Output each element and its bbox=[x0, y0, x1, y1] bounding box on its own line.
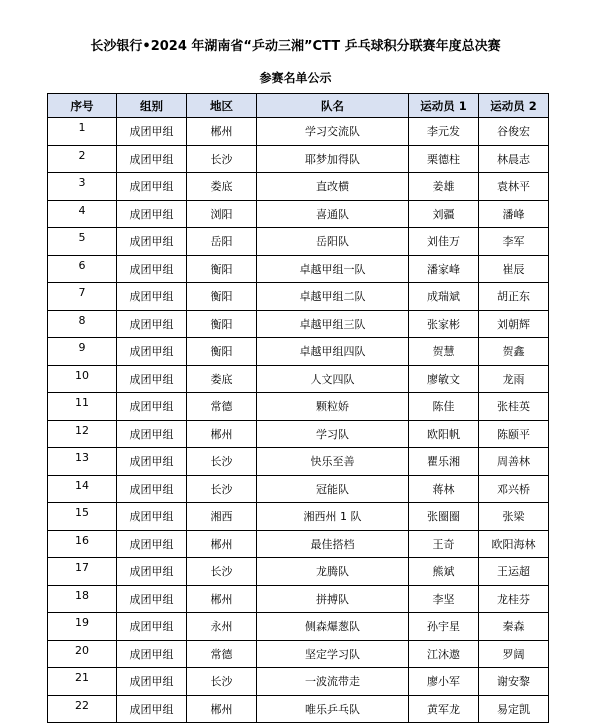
cell-group: 成团甲组 bbox=[117, 118, 187, 146]
cell-player-2: 潘峰 bbox=[479, 200, 549, 228]
cell-region: 长沙 bbox=[187, 145, 257, 173]
cell-group: 成团甲组 bbox=[117, 503, 187, 531]
cell-region: 衡阳 bbox=[187, 283, 257, 311]
cell-player-1: 熊斌 bbox=[409, 558, 479, 586]
table-row bbox=[48, 530, 549, 558]
table-row bbox=[48, 503, 549, 531]
cell-team: 唯乐乒乓队 bbox=[257, 695, 409, 723]
cell-number: 8 bbox=[48, 310, 117, 338]
cell-group: 成团甲组 bbox=[117, 668, 187, 696]
cell-group: 成团甲组 bbox=[117, 200, 187, 228]
table-body bbox=[48, 118, 549, 723]
cell-region: 常德 bbox=[187, 393, 257, 421]
cell-number: 22 bbox=[48, 695, 117, 723]
cell-player-2: 谢安黎 bbox=[479, 668, 549, 696]
cell-player-1: 栗德柱 bbox=[409, 145, 479, 173]
document-title: 长沙银行•2024 年湖南省“乒动三湘”CTT 乒乓球积分联赛年度总决赛 bbox=[90, 39, 501, 54]
table-row bbox=[48, 613, 549, 641]
table-row bbox=[48, 448, 549, 476]
cell-region: 长沙 bbox=[187, 475, 257, 503]
cell-player-1: 瞿乐湘 bbox=[409, 448, 479, 476]
cell-region: 长沙 bbox=[187, 558, 257, 586]
cell-player-1: 王奇 bbox=[409, 530, 479, 558]
table-row bbox=[48, 338, 549, 366]
cell-team: 颗粒娇 bbox=[257, 393, 409, 421]
cell-group: 成团甲组 bbox=[117, 173, 187, 201]
table-row bbox=[48, 310, 549, 338]
cell-team: 卓越甲组四队 bbox=[257, 338, 409, 366]
cell-player-2: 周善林 bbox=[479, 448, 549, 476]
cell-team: 耶梦加得队 bbox=[257, 145, 409, 173]
cell-group: 成团甲组 bbox=[117, 530, 187, 558]
cell-group: 成团甲组 bbox=[117, 558, 187, 586]
cell-number: 10 bbox=[48, 365, 117, 393]
cell-player-2: 邓兴桥 bbox=[479, 475, 549, 503]
cell-player-1: 张圈圈 bbox=[409, 503, 479, 531]
cell-player-1: 蒋林 bbox=[409, 475, 479, 503]
cell-player-2: 刘朝辉 bbox=[479, 310, 549, 338]
cell-player-2: 张桂英 bbox=[479, 393, 549, 421]
table-row bbox=[48, 200, 549, 228]
cell-region: 娄底 bbox=[187, 365, 257, 393]
cell-player-1: 李坚 bbox=[409, 585, 479, 613]
roster-table bbox=[47, 93, 549, 723]
cell-number: 7 bbox=[48, 283, 117, 311]
cell-number: 18 bbox=[48, 585, 117, 613]
cell-team: 岳阳队 bbox=[257, 228, 409, 256]
header-number: 序号 bbox=[48, 94, 117, 118]
table-row bbox=[48, 393, 549, 421]
header-player-2: 运动员 2 bbox=[479, 94, 549, 118]
cell-region: 长沙 bbox=[187, 448, 257, 476]
cell-number: 16 bbox=[48, 530, 117, 558]
cell-region: 郴州 bbox=[187, 420, 257, 448]
cell-player-2: 陈颐平 bbox=[479, 420, 549, 448]
cell-region: 郴州 bbox=[187, 695, 257, 723]
cell-number: 6 bbox=[48, 255, 117, 283]
cell-player-1: 贺慧 bbox=[409, 338, 479, 366]
cell-region: 衡阳 bbox=[187, 338, 257, 366]
cell-number: 21 bbox=[48, 668, 117, 696]
cell-team: 拼搏队 bbox=[257, 585, 409, 613]
cell-player-2: 胡正东 bbox=[479, 283, 549, 311]
cell-player-1: 廖敏文 bbox=[409, 365, 479, 393]
cell-team: 学习交流队 bbox=[257, 118, 409, 146]
cell-team: 一波流带走 bbox=[257, 668, 409, 696]
cell-region: 郴州 bbox=[187, 530, 257, 558]
cell-group: 成团甲组 bbox=[117, 228, 187, 256]
table-row bbox=[48, 173, 549, 201]
cell-team: 卓越甲组一队 bbox=[257, 255, 409, 283]
document-subtitle: 参赛名单公示 bbox=[259, 71, 332, 85]
cell-group: 成团甲组 bbox=[117, 393, 187, 421]
cell-number: 5 bbox=[48, 228, 117, 256]
cell-region: 郴州 bbox=[187, 585, 257, 613]
cell-group: 成团甲组 bbox=[117, 695, 187, 723]
cell-group: 成团甲组 bbox=[117, 448, 187, 476]
cell-player-2: 欧阳海林 bbox=[479, 530, 549, 558]
table-row bbox=[48, 365, 549, 393]
table-row bbox=[48, 228, 549, 256]
cell-team: 学习队 bbox=[257, 420, 409, 448]
cell-player-2: 崔辰 bbox=[479, 255, 549, 283]
cell-player-1: 黄军龙 bbox=[409, 695, 479, 723]
cell-player-2: 林晨志 bbox=[479, 145, 549, 173]
cell-group: 成团甲组 bbox=[117, 420, 187, 448]
cell-group: 成团甲组 bbox=[117, 338, 187, 366]
cell-group: 成团甲组 bbox=[117, 640, 187, 668]
cell-player-2: 易定凯 bbox=[479, 695, 549, 723]
cell-group: 成团甲组 bbox=[117, 255, 187, 283]
cell-group: 成团甲组 bbox=[117, 365, 187, 393]
cell-region: 郴州 bbox=[187, 118, 257, 146]
cell-region: 浏阳 bbox=[187, 200, 257, 228]
table-row bbox=[48, 255, 549, 283]
cell-player-1: 孙宇星 bbox=[409, 613, 479, 641]
cell-player-2: 袁林平 bbox=[479, 173, 549, 201]
header-group: 组别 bbox=[117, 94, 187, 118]
table-row bbox=[48, 585, 549, 613]
cell-player-1: 潘家峰 bbox=[409, 255, 479, 283]
cell-group: 成团甲组 bbox=[117, 145, 187, 173]
cell-team: 卓越甲组三队 bbox=[257, 310, 409, 338]
table-row bbox=[48, 558, 549, 586]
header-player-1: 运动员 1 bbox=[409, 94, 479, 118]
cell-player-2: 龙雨 bbox=[479, 365, 549, 393]
cell-player-1: 廖小军 bbox=[409, 668, 479, 696]
cell-player-2: 贺鑫 bbox=[479, 338, 549, 366]
cell-player-1: 欧阳帆 bbox=[409, 420, 479, 448]
cell-number: 15 bbox=[48, 503, 117, 531]
cell-team: 最佳搭档 bbox=[257, 530, 409, 558]
cell-group: 成团甲组 bbox=[117, 310, 187, 338]
cell-player-1: 成瑞斌 bbox=[409, 283, 479, 311]
cell-number: 11 bbox=[48, 393, 117, 421]
table-row bbox=[48, 118, 549, 146]
table-row bbox=[48, 145, 549, 173]
cell-group: 成团甲组 bbox=[117, 613, 187, 641]
cell-player-2: 龙桂芬 bbox=[479, 585, 549, 613]
cell-number: 3 bbox=[48, 173, 117, 201]
cell-group: 成团甲组 bbox=[117, 475, 187, 503]
cell-number: 14 bbox=[48, 475, 117, 503]
cell-region: 衡阳 bbox=[187, 310, 257, 338]
cell-player-2: 秦森 bbox=[479, 613, 549, 641]
cell-team: 侧森爆葱队 bbox=[257, 613, 409, 641]
cell-number: 19 bbox=[48, 613, 117, 641]
cell-team: 卓越甲组二队 bbox=[257, 283, 409, 311]
cell-player-2: 李军 bbox=[479, 228, 549, 256]
cell-team: 直改横 bbox=[257, 173, 409, 201]
cell-team: 冠能队 bbox=[257, 475, 409, 503]
cell-player-1: 刘疆 bbox=[409, 200, 479, 228]
cell-number: 2 bbox=[48, 145, 117, 173]
cell-player-1: 陈佳 bbox=[409, 393, 479, 421]
cell-number: 13 bbox=[48, 448, 117, 476]
cell-region: 长沙 bbox=[187, 668, 257, 696]
cell-player-2: 谷俊宏 bbox=[479, 118, 549, 146]
table-row bbox=[48, 640, 549, 668]
cell-player-1: 姜雄 bbox=[409, 173, 479, 201]
cell-player-1: 李元发 bbox=[409, 118, 479, 146]
cell-team: 坚定学习队 bbox=[257, 640, 409, 668]
table-row bbox=[48, 420, 549, 448]
cell-region: 衡阳 bbox=[187, 255, 257, 283]
cell-region: 娄底 bbox=[187, 173, 257, 201]
cell-group: 成团甲组 bbox=[117, 585, 187, 613]
table-row bbox=[48, 475, 549, 503]
cell-player-1: 刘佳万 bbox=[409, 228, 479, 256]
cell-group: 成团甲组 bbox=[117, 283, 187, 311]
cell-player-2: 张梁 bbox=[479, 503, 549, 531]
cell-player-2: 罗阔 bbox=[479, 640, 549, 668]
cell-team: 人文四队 bbox=[257, 365, 409, 393]
cell-region: 常德 bbox=[187, 640, 257, 668]
cell-region: 永州 bbox=[187, 613, 257, 641]
header-team: 队名 bbox=[257, 94, 409, 118]
table-header-row bbox=[48, 94, 549, 118]
table-row bbox=[48, 283, 549, 311]
cell-number: 20 bbox=[48, 640, 117, 668]
cell-region: 岳阳 bbox=[187, 228, 257, 256]
cell-number: 4 bbox=[48, 200, 117, 228]
cell-player-1: 张家彬 bbox=[409, 310, 479, 338]
cell-team: 喜通队 bbox=[257, 200, 409, 228]
cell-number: 9 bbox=[48, 338, 117, 366]
table-row bbox=[48, 695, 549, 723]
cell-team: 快乐至善 bbox=[257, 448, 409, 476]
table-row bbox=[48, 668, 549, 696]
cell-team: 湘西州 1 队 bbox=[257, 503, 409, 531]
cell-player-2: 王运超 bbox=[479, 558, 549, 586]
header-region: 地区 bbox=[187, 94, 257, 118]
cell-number: 12 bbox=[48, 420, 117, 448]
cell-player-1: 江沐遨 bbox=[409, 640, 479, 668]
cell-number: 17 bbox=[48, 558, 117, 586]
cell-region: 湘西 bbox=[187, 503, 257, 531]
cell-team: 龙腾队 bbox=[257, 558, 409, 586]
cell-number: 1 bbox=[48, 118, 117, 146]
